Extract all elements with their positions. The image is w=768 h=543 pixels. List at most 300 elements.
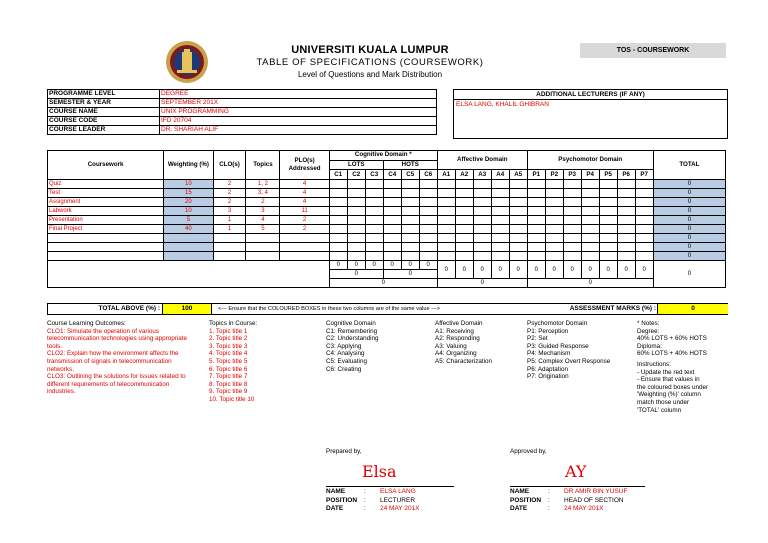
domain-mark-cell <box>347 180 365 189</box>
domain-mark-cell <box>635 234 653 243</box>
domain-mark-cell <box>491 225 509 234</box>
domain-mark-cell <box>473 243 491 252</box>
total-cell: 0 <box>653 225 725 234</box>
domain-mark-cell <box>437 252 455 261</box>
cognitive-sum: 0 <box>347 261 365 270</box>
domain-mark-cell <box>491 180 509 189</box>
note-item: 60% LOTS + 40% HOTS <box>637 350 707 358</box>
domain-mark-cell <box>419 252 437 261</box>
domain-mark-cell <box>563 180 581 189</box>
domain-mark-cell <box>455 189 473 198</box>
domain-mark-cell <box>581 198 599 207</box>
psychomotor-sum: 0 <box>617 261 635 279</box>
domain-mark-cell <box>329 180 347 189</box>
domain-mark-cell <box>473 216 491 225</box>
domain-mark-cell <box>581 180 599 189</box>
coursework-name: Quiz <box>48 180 164 189</box>
document-subtitle: Level of Questions and Mark Distribution <box>297 70 443 79</box>
domain-mark-cell <box>581 225 599 234</box>
cognitive-legend <box>326 320 426 373</box>
domain-mark-cell <box>509 234 527 243</box>
colon: : <box>364 505 366 512</box>
domain-mark-cell <box>329 189 347 198</box>
domain-mark-cell <box>473 252 491 261</box>
psychomotor-sum: 0 <box>563 261 581 279</box>
domain-mark-cell <box>635 225 653 234</box>
clo-item: CLO1: Simulate the operation of various telecommunication technologies using appropriate tools. <box>47 327 188 350</box>
domain-mark-cell <box>347 189 365 198</box>
domain-mark-cell <box>599 216 617 225</box>
domain-mark-cell <box>527 180 545 189</box>
domain-mark-cell <box>437 234 455 243</box>
domain-mark-cell <box>491 216 509 225</box>
topic-item: 7. Topic title 7 <box>209 373 248 381</box>
domain-mark-cell <box>563 198 581 207</box>
domain-mark-cell <box>491 234 509 243</box>
info-label: COURSE CODE <box>48 117 160 126</box>
domain-mark-cell <box>545 198 563 207</box>
total-cell: 0 <box>653 252 725 261</box>
topics-cell <box>246 252 280 261</box>
clo-cell: 2 <box>213 198 246 207</box>
prepared-by-label: Prepared by, <box>326 448 362 455</box>
plo-cell: 4 <box>280 189 329 198</box>
additional-lecturers-box <box>453 89 728 139</box>
domain-mark-cell <box>437 243 455 252</box>
total-above-value: 100 <box>162 304 212 314</box>
domain-mark-cell <box>491 207 509 216</box>
header-coursework: Coursework <box>48 151 164 180</box>
grand-total: 0 <box>653 261 725 288</box>
instruction-item: the coloured boxes under <box>637 383 709 391</box>
table-row <box>48 180 726 189</box>
domain-mark-cell <box>437 180 455 189</box>
clo-item: CLO2: Explain how the environment affects the transmission of signals in telecommunication networks. <box>47 350 179 373</box>
affective-sum: 0 <box>437 261 455 279</box>
clo-cell <box>213 243 246 252</box>
cognitive-level: C4: Analysing <box>326 350 365 358</box>
domain-mark-cell <box>545 243 563 252</box>
info-value: UNIX PROGRAMMING <box>160 108 437 117</box>
table-row <box>48 189 726 198</box>
affective-level: A3: Valuing <box>435 342 467 350</box>
domain-mark-cell <box>383 198 401 207</box>
position-label: POSITION <box>510 496 542 504</box>
domain-mark-cell <box>419 243 437 252</box>
table-row <box>48 252 726 261</box>
total-cell: 0 <box>653 189 725 198</box>
domain-mark-cell <box>545 189 563 198</box>
domain-mark-cell <box>491 243 509 252</box>
domain-mark-cell <box>455 216 473 225</box>
weighting-cell: 10 <box>164 207 213 216</box>
affective-sum: 0 <box>491 261 509 279</box>
col-header-psychomotor: P1 <box>527 170 545 180</box>
info-value: IFD 20704 <box>160 117 437 126</box>
domain-mark-cell <box>563 189 581 198</box>
psychomotor-sum: 0 <box>635 261 653 279</box>
domain-mark-cell <box>455 198 473 207</box>
domain-mark-cell <box>581 207 599 216</box>
coursework-name <box>48 252 164 261</box>
header-weighting <box>164 151 213 180</box>
affective-level: A5: Characterization <box>435 357 493 365</box>
domain-mark-cell <box>347 198 365 207</box>
domain-mark-cell <box>527 198 545 207</box>
header-psychomotor: Psychomotor Domain <box>527 151 653 170</box>
table-row <box>48 243 726 252</box>
domain-mark-cell <box>617 216 635 225</box>
col-header-psychomotor: P2 <box>545 170 563 180</box>
topics-cell: 4 <box>246 216 280 225</box>
instruction-item: match those under <box>637 398 690 406</box>
header-weighting-text: Weighting (%) <box>167 161 209 168</box>
position-label: POSITION <box>326 496 358 504</box>
domain-mark-cell <box>617 234 635 243</box>
domain-mark-cell <box>329 252 347 261</box>
domain-mark-cell <box>383 252 401 261</box>
header-plo <box>280 151 329 180</box>
col-header-cognitive: C4 <box>383 170 401 180</box>
col-header-psychomotor: P4 <box>581 170 599 180</box>
domain-mark-cell <box>581 234 599 243</box>
domain-mark-cell <box>437 189 455 198</box>
approved-details <box>510 488 627 514</box>
colon: : <box>548 496 550 504</box>
domain-mark-cell <box>383 180 401 189</box>
weighting-cell <box>164 243 213 252</box>
additional-lecturers-names: ELSA LANG, KHALIL GHIBRAN <box>456 101 549 108</box>
domain-mark-cell <box>545 252 563 261</box>
col-header-cognitive: C3 <box>365 170 383 180</box>
plo-cell <box>280 234 329 243</box>
domain-mark-cell <box>437 216 455 225</box>
coursework-name: Test <box>48 189 164 198</box>
domain-mark-cell <box>419 234 437 243</box>
domain-mark-cell <box>383 225 401 234</box>
table-row <box>48 234 726 243</box>
notes-title: * Notes: <box>637 320 660 327</box>
psychomotor-sum: 0 <box>545 261 563 279</box>
domain-mark-cell <box>455 252 473 261</box>
topics-cell: 2 <box>246 198 280 207</box>
name-label: NAME <box>326 488 346 495</box>
domain-mark-cell <box>437 198 455 207</box>
domain-mark-cell <box>581 216 599 225</box>
plo-cell: 2 <box>280 225 329 234</box>
domain-mark-cell <box>509 216 527 225</box>
note-item: Diploma: <box>637 342 662 350</box>
topics-cell: 3 <box>246 207 280 216</box>
domain-mark-cell <box>329 225 347 234</box>
domain-mark-cell <box>455 207 473 216</box>
university-logo <box>165 40 209 84</box>
domain-mark-cell <box>455 180 473 189</box>
domain-mark-cell <box>527 189 545 198</box>
domain-mark-cell <box>347 252 365 261</box>
domain-mark-cell <box>509 198 527 207</box>
domain-mark-cell <box>509 189 527 198</box>
domain-mark-cell <box>527 252 545 261</box>
prepared-position: LECTURER <box>380 496 416 504</box>
topics-cell: 1, 2 <box>246 180 280 189</box>
affective-level: A4: Organizing <box>435 350 477 358</box>
psychomotor-level: P6: Adaptation <box>527 365 568 373</box>
col-header-cognitive: C1 <box>329 170 347 180</box>
domain-mark-cell <box>635 207 653 216</box>
domain-mark-cell <box>419 189 437 198</box>
instructions-title: Instructions: <box>637 360 671 368</box>
psychomotor-sum: 0 <box>599 261 617 279</box>
lots-sum: 0 <box>329 270 383 279</box>
psychomotor-legend-title: Psychomotor Domain <box>527 320 588 327</box>
domain-mark-cell <box>527 234 545 243</box>
topics-cell <box>246 243 280 252</box>
domain-mark-cell <box>455 234 473 243</box>
domain-mark-cell <box>617 252 635 261</box>
date-label: DATE <box>510 505 528 512</box>
domain-mark-cell <box>527 216 545 225</box>
domain-mark-cell <box>563 243 581 252</box>
domain-mark-cell <box>491 189 509 198</box>
domain-mark-cell <box>527 243 545 252</box>
info-value: DR. SHARIAH ALIF <box>160 126 437 135</box>
affective-level: A1: Receiving <box>435 327 474 335</box>
domain-mark-cell <box>329 198 347 207</box>
header-total: TOTAL <box>653 151 725 180</box>
topic-item: 10. Topic title 10 <box>209 395 255 403</box>
col-header-affective: A4 <box>491 170 509 180</box>
domain-mark-cell <box>527 207 545 216</box>
sum-row <box>48 261 726 270</box>
clo-cell <box>213 252 246 261</box>
affective-legend-title: Affective Domain <box>435 320 483 327</box>
header-cognitive: Cognitive Domain * <box>329 151 437 161</box>
domain-mark-cell <box>473 207 491 216</box>
weighting-cell: 40 <box>164 225 213 234</box>
domain-mark-cell <box>347 225 365 234</box>
affective-sum: 0 <box>473 261 491 279</box>
domain-mark-cell <box>599 243 617 252</box>
approved-by-label: Approved by, <box>510 448 547 455</box>
psychomotor-sum: 0 <box>581 261 599 279</box>
domain-mark-cell <box>473 189 491 198</box>
topic-item: 5. Topic title 5 <box>209 357 248 365</box>
header-affective: Affective Domain <box>437 151 527 170</box>
cognitive-sum: 0 <box>401 261 419 270</box>
cognitive-level: C6: Creating <box>326 365 362 373</box>
domain-mark-cell <box>401 243 419 252</box>
domain-mark-cell <box>383 243 401 252</box>
total-cell: 0 <box>653 198 725 207</box>
cognitive-level: C2: Understanding <box>326 335 379 343</box>
domain-mark-cell <box>401 180 419 189</box>
domain-mark-cell <box>617 243 635 252</box>
psychomotor-level: P5: Complex Overt Response <box>527 357 611 365</box>
col-header-psychomotor: P3 <box>563 170 581 180</box>
domain-mark-cell <box>419 198 437 207</box>
table-row <box>48 198 726 207</box>
header-plo-text: PLO(s) Addressed <box>288 157 321 172</box>
total-cell: 0 <box>653 243 725 252</box>
domain-mark-cell <box>347 216 365 225</box>
domain-mark-cell <box>545 216 563 225</box>
weighting-cell: 15 <box>164 189 213 198</box>
assessment-marks-value: 0 <box>657 304 728 314</box>
prepared-name: ELSA LANG <box>380 488 416 495</box>
colon: : <box>364 488 366 495</box>
domain-mark-cell <box>401 216 419 225</box>
psychomotor-level: P2: Set <box>527 335 548 343</box>
clo-title: Course Learning Outcomes: <box>47 320 126 327</box>
domain-mark-cell <box>347 207 365 216</box>
domain-mark-cell <box>329 234 347 243</box>
header-lots: LOTS <box>329 160 383 170</box>
info-label: COURSE NAME <box>48 108 160 117</box>
prepared-date: 24 MAY 201X <box>380 505 420 512</box>
coursework-name: Assignment <box>48 198 164 207</box>
domain-mark-cell <box>581 243 599 252</box>
domain-mark-cell <box>491 198 509 207</box>
prepared-sign-line <box>326 486 454 487</box>
clo-cell: 2 <box>213 189 246 198</box>
domain-mark-cell <box>563 216 581 225</box>
psychomotor-level: P4: Mechanism <box>527 350 571 358</box>
cognitive-sum: 0 <box>419 261 437 270</box>
domain-mark-cell <box>347 234 365 243</box>
info-label: COURSE LEADER <box>48 126 160 135</box>
tos-tag: TOS - COURSEWORK <box>580 43 726 58</box>
document-title: TABLE OF SPECIFICATIONS (COURSEWORK) <box>256 57 484 68</box>
approved-signature: AY <box>565 462 587 481</box>
header-hots: HOTS <box>383 160 437 170</box>
domain-mark-cell <box>509 225 527 234</box>
plo-cell <box>280 243 329 252</box>
info-label: SEMESTER & YEAR <box>48 99 160 108</box>
domain-mark-cell <box>401 225 419 234</box>
domain-mark-cell <box>509 207 527 216</box>
domain-mark-cell <box>509 252 527 261</box>
cognitive-level: C1: Remembering <box>326 327 378 335</box>
domain-mark-cell <box>455 225 473 234</box>
domain-mark-cell <box>419 207 437 216</box>
topic-item: 4. Topic title 4 <box>209 350 248 358</box>
topics-cell: 5 <box>246 225 280 234</box>
domain-mark-cell <box>419 216 437 225</box>
instruction-item: - Update the red text <box>637 368 695 376</box>
domain-mark-cell <box>383 207 401 216</box>
domain-mark-cell <box>401 234 419 243</box>
plo-cell: 11 <box>280 207 329 216</box>
info-label: PROGRAMME LEVEL <box>48 90 160 99</box>
clo-cell <box>213 234 246 243</box>
instruction-item: - Ensure that values in <box>637 376 700 384</box>
domain-mark-cell <box>419 225 437 234</box>
domain-mark-cell <box>365 252 383 261</box>
psychomotor-level: P7: Origination <box>527 373 569 381</box>
coursework-name: Labwork <box>48 207 164 216</box>
topics-title: Topics in Course: <box>209 320 258 327</box>
psychomotor-level: P1: Perception <box>527 327 569 335</box>
name-label: NAME <box>510 488 530 495</box>
date-label: DATE <box>326 505 344 512</box>
psychomotor-level: P3: Guided Response <box>527 342 589 350</box>
domain-mark-cell <box>617 225 635 234</box>
domain-mark-cell <box>329 207 347 216</box>
topics-cell: 3, 4 <box>246 189 280 198</box>
header-topics: Topics <box>246 151 280 180</box>
total-cell: 0 <box>653 234 725 243</box>
domain-mark-cell <box>581 252 599 261</box>
plo-cell <box>280 252 329 261</box>
domain-mark-cell <box>365 216 383 225</box>
plo-cell: 2 <box>280 216 329 225</box>
affective-total: 0 <box>437 279 527 288</box>
approved-name: DR AMIR BIN YUSUF <box>564 488 628 495</box>
total-above-label: TOTAL ABOVE (%) : <box>98 305 160 312</box>
col-header-affective: A5 <box>509 170 527 180</box>
ensure-note: <--- Ensure that the COLOURED BOXES in these two columns are of the same value ---> <box>218 306 440 312</box>
domain-mark-cell <box>365 198 383 207</box>
cognitive-level: C3: Applying <box>326 342 362 350</box>
domain-mark-cell <box>563 207 581 216</box>
approved-position: HEAD OF SECTION <box>564 496 624 504</box>
domain-mark-cell <box>635 189 653 198</box>
topic-item: 3. Topic title 3 <box>209 342 248 350</box>
table-row <box>48 225 726 234</box>
col-header-psychomotor: P5 <box>599 170 617 180</box>
info-value: DEGREE <box>160 90 437 99</box>
weighting-cell: 5 <box>164 216 213 225</box>
domain-mark-cell <box>365 234 383 243</box>
coursework-name <box>48 243 164 252</box>
table-row <box>48 216 726 225</box>
topics-section <box>209 320 309 404</box>
domain-mark-cell <box>545 225 563 234</box>
affective-level: A2: Responding <box>435 335 480 343</box>
domain-mark-cell <box>617 180 635 189</box>
domain-mark-cell <box>599 180 617 189</box>
approved-date: 24 MAY 201X <box>564 505 604 512</box>
domain-mark-cell <box>437 225 455 234</box>
col-header-affective: A3 <box>473 170 491 180</box>
domain-mark-cell <box>401 189 419 198</box>
note-item: Degree: <box>637 327 660 335</box>
topic-item: 1. Topic title 1 <box>209 327 248 335</box>
plo-cell: 4 <box>280 180 329 189</box>
domain-mark-cell <box>599 189 617 198</box>
domain-mark-cell <box>545 207 563 216</box>
domain-mark-cell <box>365 180 383 189</box>
topic-item: 8. Topic title 8 <box>209 380 248 388</box>
domain-mark-cell <box>509 180 527 189</box>
total-cell: 0 <box>653 216 725 225</box>
prepared-details <box>326 488 420 514</box>
total-cell: 0 <box>653 207 725 216</box>
notes-section <box>637 320 727 414</box>
domain-mark-cell <box>491 252 509 261</box>
total-above-row <box>47 303 728 315</box>
col-header-psychomotor: P7 <box>635 170 653 180</box>
clo-cell: 3 <box>213 207 246 216</box>
domain-mark-cell <box>635 252 653 261</box>
additional-lecturers-heading: ADDITIONAL LECTURERS (IF ANY) <box>454 90 727 100</box>
cognitive-sum: 0 <box>329 261 347 270</box>
weighting-cell <box>164 252 213 261</box>
weighting-cell: 20 <box>164 198 213 207</box>
col-header-psychomotor: P6 <box>617 170 635 180</box>
domain-mark-cell <box>383 234 401 243</box>
